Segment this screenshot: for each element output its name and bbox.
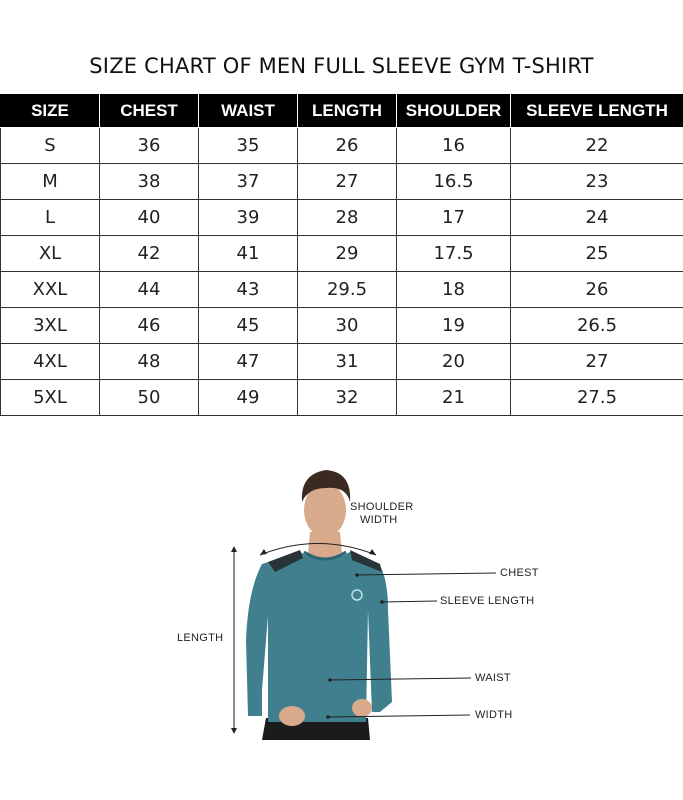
cell-sleeve-length: 26 — [511, 272, 683, 308]
cell-sleeve-length: 27.5 — [511, 380, 683, 416]
table-row — [1, 272, 683, 308]
cell-sleeve-length: 25 — [511, 236, 683, 272]
label-shoulder: SHOULDER — [350, 501, 414, 513]
cell-sleeve-length: 23 — [511, 164, 683, 200]
label-chest: CHEST — [500, 567, 539, 579]
cell-size: L — [1, 200, 100, 236]
cell-length: 29.5 — [298, 272, 397, 308]
cell-chest: 40 — [100, 200, 199, 236]
cell-shoulder: 16 — [397, 128, 511, 164]
table-row — [1, 164, 683, 200]
sleeve-length-pointer — [382, 601, 437, 602]
cell-chest: 50 — [100, 380, 199, 416]
cell-sleeve-length: 22 — [511, 128, 683, 164]
cell-length: 30 — [298, 308, 397, 344]
cell-chest: 48 — [100, 344, 199, 380]
cell-waist: 43 — [199, 272, 298, 308]
model-illustration — [0, 440, 683, 800]
label-waist: WAIST — [475, 672, 511, 684]
cell-size: M — [1, 164, 100, 200]
cell-waist: 49 — [199, 380, 298, 416]
hand-right — [352, 699, 372, 717]
cell-waist: 39 — [199, 200, 298, 236]
cell-length: 31 — [298, 344, 397, 380]
header-shoulder: SHOULDER — [397, 95, 511, 128]
header-chest: CHEST — [100, 95, 199, 128]
cell-sleeve-length: 27 — [511, 344, 683, 380]
label-shoulder-width — [350, 501, 414, 527]
table-header-row — [1, 95, 683, 128]
cell-length: 29 — [298, 236, 397, 272]
cell-chest: 42 — [100, 236, 199, 272]
cell-size: XXL — [1, 272, 100, 308]
cell-size: 5XL — [1, 380, 100, 416]
hand-left — [279, 706, 305, 726]
cell-chest: 38 — [100, 164, 199, 200]
label-width-line2: WIDTH — [360, 514, 398, 526]
cell-size: 4XL — [1, 344, 100, 380]
cell-chest: 36 — [100, 128, 199, 164]
cell-sleeve-length: 26.5 — [511, 308, 683, 344]
cell-size: S — [1, 128, 100, 164]
cell-waist: 35 — [199, 128, 298, 164]
cell-shoulder: 17 — [397, 200, 511, 236]
label-width: WIDTH — [475, 709, 513, 721]
cell-sleeve-length: 24 — [511, 200, 683, 236]
cell-chest: 46 — [100, 308, 199, 344]
cell-shoulder: 19 — [397, 308, 511, 344]
table-row — [1, 380, 683, 416]
cell-length: 28 — [298, 200, 397, 236]
cell-waist: 47 — [199, 344, 298, 380]
table-row — [1, 200, 683, 236]
cell-waist: 37 — [199, 164, 298, 200]
table-row — [1, 308, 683, 344]
cell-shoulder: 16.5 — [397, 164, 511, 200]
cell-shoulder: 18 — [397, 272, 511, 308]
page-title: SIZE CHART OF MEN FULL SLEEVE GYM T-SHIRT — [89, 54, 594, 78]
label-length: LENGTH — [177, 632, 224, 644]
table-row — [1, 236, 683, 272]
header-sleeve-length: SLEEVE LENGTH — [511, 95, 683, 128]
table-row — [1, 344, 683, 380]
header-waist: WAIST — [199, 95, 298, 128]
measurement-diagram — [0, 440, 683, 800]
cell-waist: 41 — [199, 236, 298, 272]
cell-size: 3XL — [1, 308, 100, 344]
cell-length: 27 — [298, 164, 397, 200]
cell-waist: 45 — [199, 308, 298, 344]
cell-chest: 44 — [100, 272, 199, 308]
cell-length: 32 — [298, 380, 397, 416]
cell-shoulder: 17.5 — [397, 236, 511, 272]
table-row — [1, 128, 683, 164]
cell-size: XL — [1, 236, 100, 272]
cell-length: 26 — [298, 128, 397, 164]
header-length: LENGTH — [298, 95, 397, 128]
shirt — [246, 552, 392, 722]
cell-shoulder: 21 — [397, 380, 511, 416]
cell-shoulder: 20 — [397, 344, 511, 380]
size-chart-table — [0, 94, 683, 416]
header-size: SIZE — [1, 95, 100, 128]
label-sleeve-length: SLEEVE LENGTH — [440, 595, 535, 607]
